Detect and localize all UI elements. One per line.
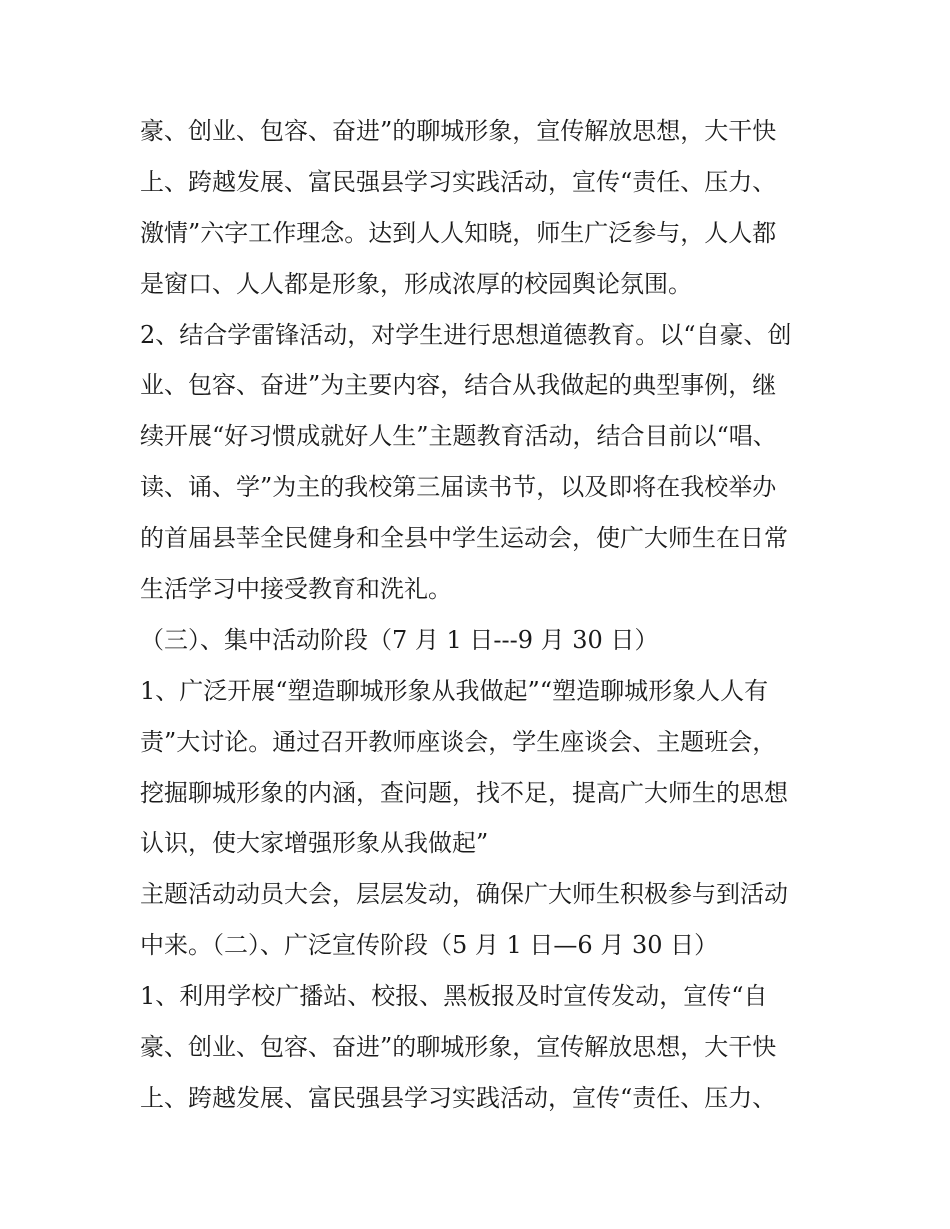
text-line: 的首届县莘全民健身和全县中学生运动会，使广大师生在日常 <box>140 524 788 553</box>
text-line: 是窗口、人人都是形象，形成浓厚的校园舆论氛围。 <box>140 269 692 298</box>
text-line: 认识，使大家增强形象从我做起” <box>140 829 489 858</box>
text-line: 激情”六字工作理念。达到人人知晓，师生广泛参与，人人都 <box>140 218 777 247</box>
section-heading: （三）、集中活动阶段（7 月 1 日---9 月 30 日） <box>140 625 659 654</box>
text-line: 豪、创业、包容、奋进”的聊城形象，宣传解放思想，大干快 <box>140 117 777 145</box>
text-line: 1、利用学校广播站、校报、黑板报及时宣传发动，宣传“自 <box>140 982 768 1011</box>
text-line: 续开展“好习惯成就好人生”主题教育活动，结合目前以“唱、 <box>140 422 777 451</box>
text-line: 挖掘聊城形象的内涵，查问题，找不足，提高广大师生的思想 <box>140 778 788 807</box>
text-line: 2、结合学雷锋活动，对学生进行思想道德教育。以“自豪、创 <box>140 320 792 349</box>
text-line: 豪、创业、包容、奋进”的聊城形象，宣传解放思想，大干快 <box>140 1033 777 1062</box>
text-line: 主题活动动员大会，层层发动，确保广大师生积极参与到活动 <box>140 880 788 909</box>
text-line: 生活学习中接受教育和洗礼。 <box>140 575 452 604</box>
body-text <box>140 106 820 1124</box>
text-line: 业、包容、奋进”为主要内容，结合从我做起的典型事例，继 <box>140 371 777 400</box>
text-line: 责”大讨论。通过召开教师座谈会，学生座谈会、主题班会， <box>140 727 777 756</box>
text-line: 上、跨越发展、富民强县学习实践活动，宣传“责任、压力、 <box>140 167 777 196</box>
text-line: 1、广泛开展“塑造聊城形象从我做起”“塑造聊城形象人人有 <box>140 676 769 705</box>
text-line: 上、跨越发展、富民强县学习实践活动，宣传“责任、压力、 <box>140 1083 777 1112</box>
text-line: 读、诵、学”为主的我校第三届读书节，以及即将在我校举办 <box>140 473 777 502</box>
text-line: 中来。（二）、广泛宣传阶段（5 月 1 日—6 月 30 日） <box>140 931 719 960</box>
